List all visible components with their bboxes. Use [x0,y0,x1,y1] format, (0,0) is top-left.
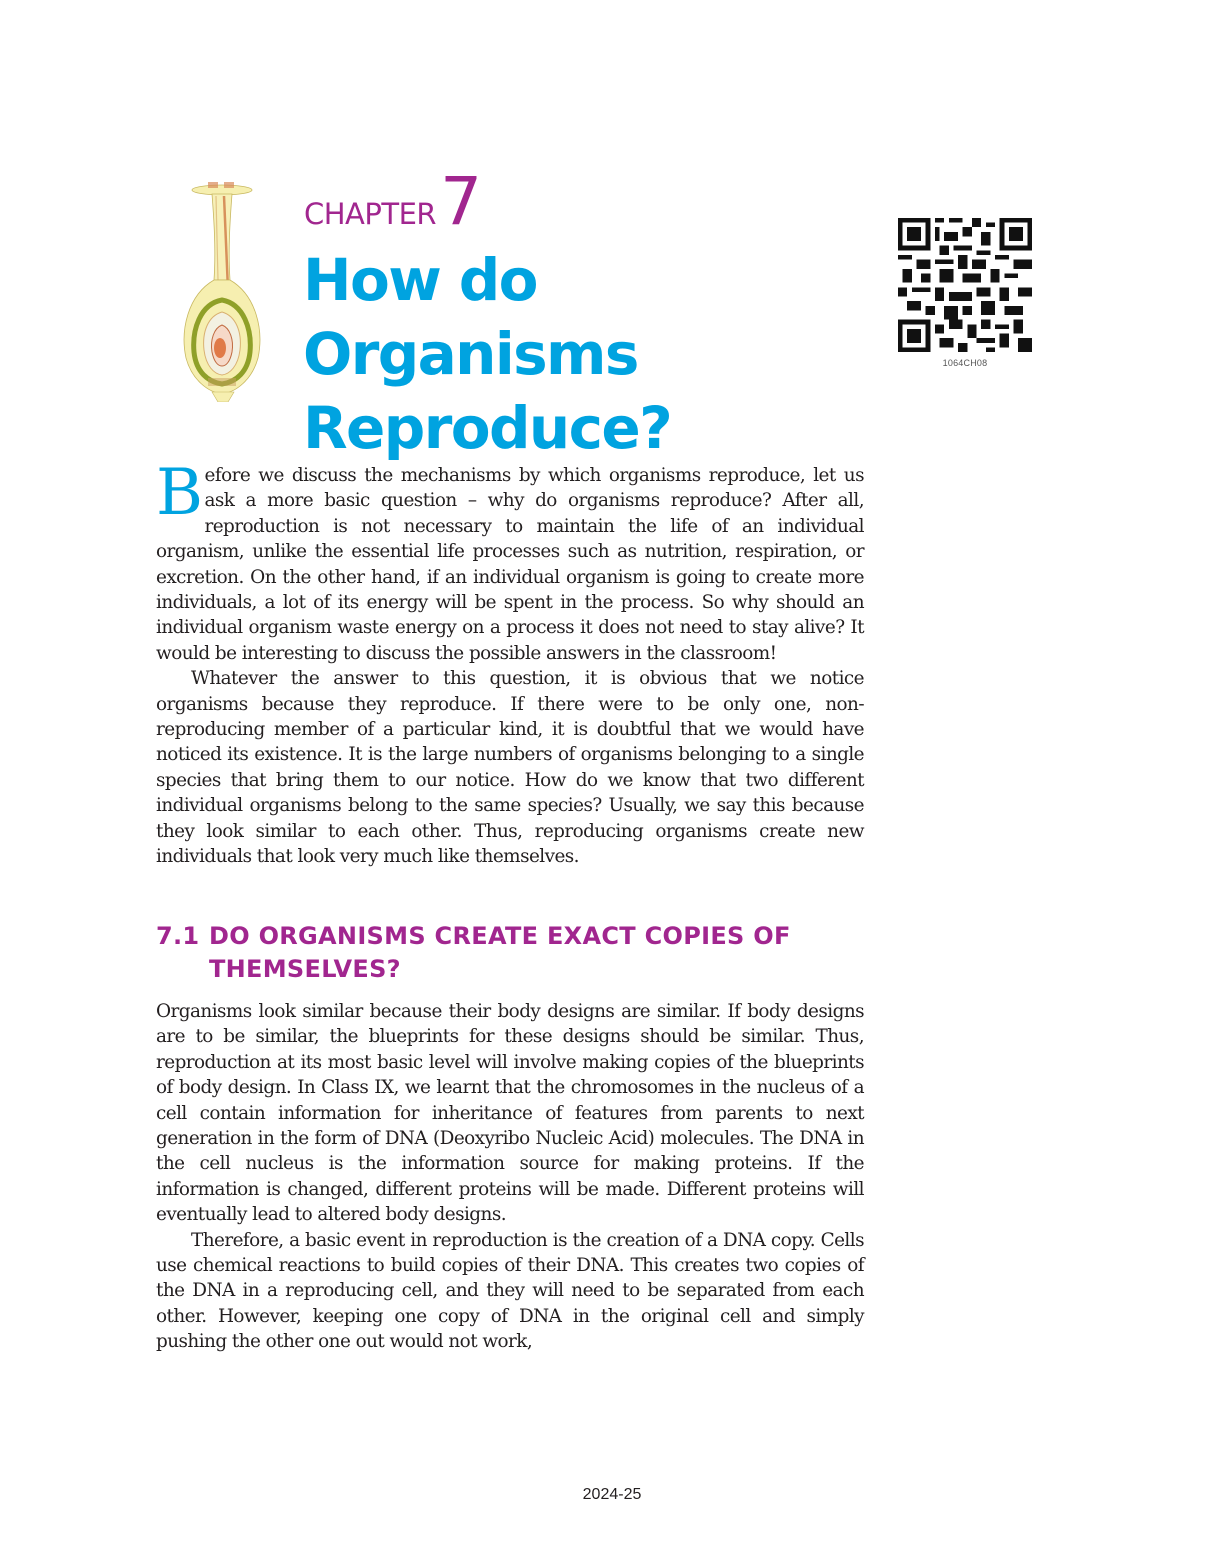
chapter-number: 7 [440,163,483,240]
section-number: 7.1 [156,922,200,950]
section-paragraph-1: Organisms look similar because their body designs are similar. If body designs are to be similar, the blueprints for these designs should be similar. Thus, reproduction at its most basic level will involve making copies of the blueprints of body design. In Class IX, we learnt that the chromosomes in the nucleus of a cell contain information for inheritance of features from parents to next generation in the form of DNA (Deoxyribo Nucleic Acid) molecules. The DNA in the cell nucleus is the information source for making proteins. If the information is changed, different proteins will be made. Different proteins will eventually lead to altered body designs. [156,1001,864,1226]
qr-code-icon[interactable] [898,218,1032,352]
intro-paragraph-1-text: efore we discuss the mechanisms by which organisms reproduce, let us ask a more basic question – why do organisms reproduce? After all, reproduction is not necessary to maintain the life of an individual organism, unlike the essential life processes such as nutrition, respiration, or excretion. On the other hand, if an individual organism is going to create more individuals, a lot of its energy will be spent in the process. So why should an individual organism waste energy on a process it does not need to stay alive? It would be interesting to discuss the possible answers in the classroom! [156,465,864,664]
qr-block [898,218,1032,368]
section-heading-line1: DO ORGANISMS CREATE EXACT COPIES OF [209,922,791,950]
section-heading-line2: THEMSELVES? [209,955,401,983]
chapter-title [303,243,863,465]
chapter-title-line1: How do Organisms [303,246,638,388]
chapter-label [304,163,483,240]
page-footer-year: 2024-25 [582,1486,642,1503]
section-7-1-body [156,999,864,1355]
chapter-word: CHAPTER [304,197,437,231]
section-paragraph-2: Therefore, a basic event in reproduction is the creation of a DNA copy. Cells use chemical reactions to build copies of their DNA. This creates two copies of the DNA in a reproducing cell, and they will need to be separated from each other. However, keeping one copy of DNA in the original cell and simply pushing the other one out would not work, [156,1229,864,1353]
chapter-title-line2: Reproduce? [303,394,672,462]
pistil-flower-illustration [178,180,266,402]
qr-caption: 1064CH08 [942,358,988,368]
section-heading-7-1 [156,920,856,986]
dropcap: B [156,456,203,530]
intro-paragraph-1 [156,456,864,666]
intro-paragraph-2: Whatever the answer to this question, it is obvious that we notice organisms because they reproduce. If there were to be only one, non-reproducing member of a particular kind, it is doubtful that we would have noticed its existence. It is the large numbers of organisms belonging to a single species that bring them to our notice. How do we know that two different individual organisms belong to the same species? Usually, we say this because they look similar to each other. Thus, reproducing organisms create new individuals that look very much like themselves. [156,668,864,868]
intro-section [156,456,864,870]
